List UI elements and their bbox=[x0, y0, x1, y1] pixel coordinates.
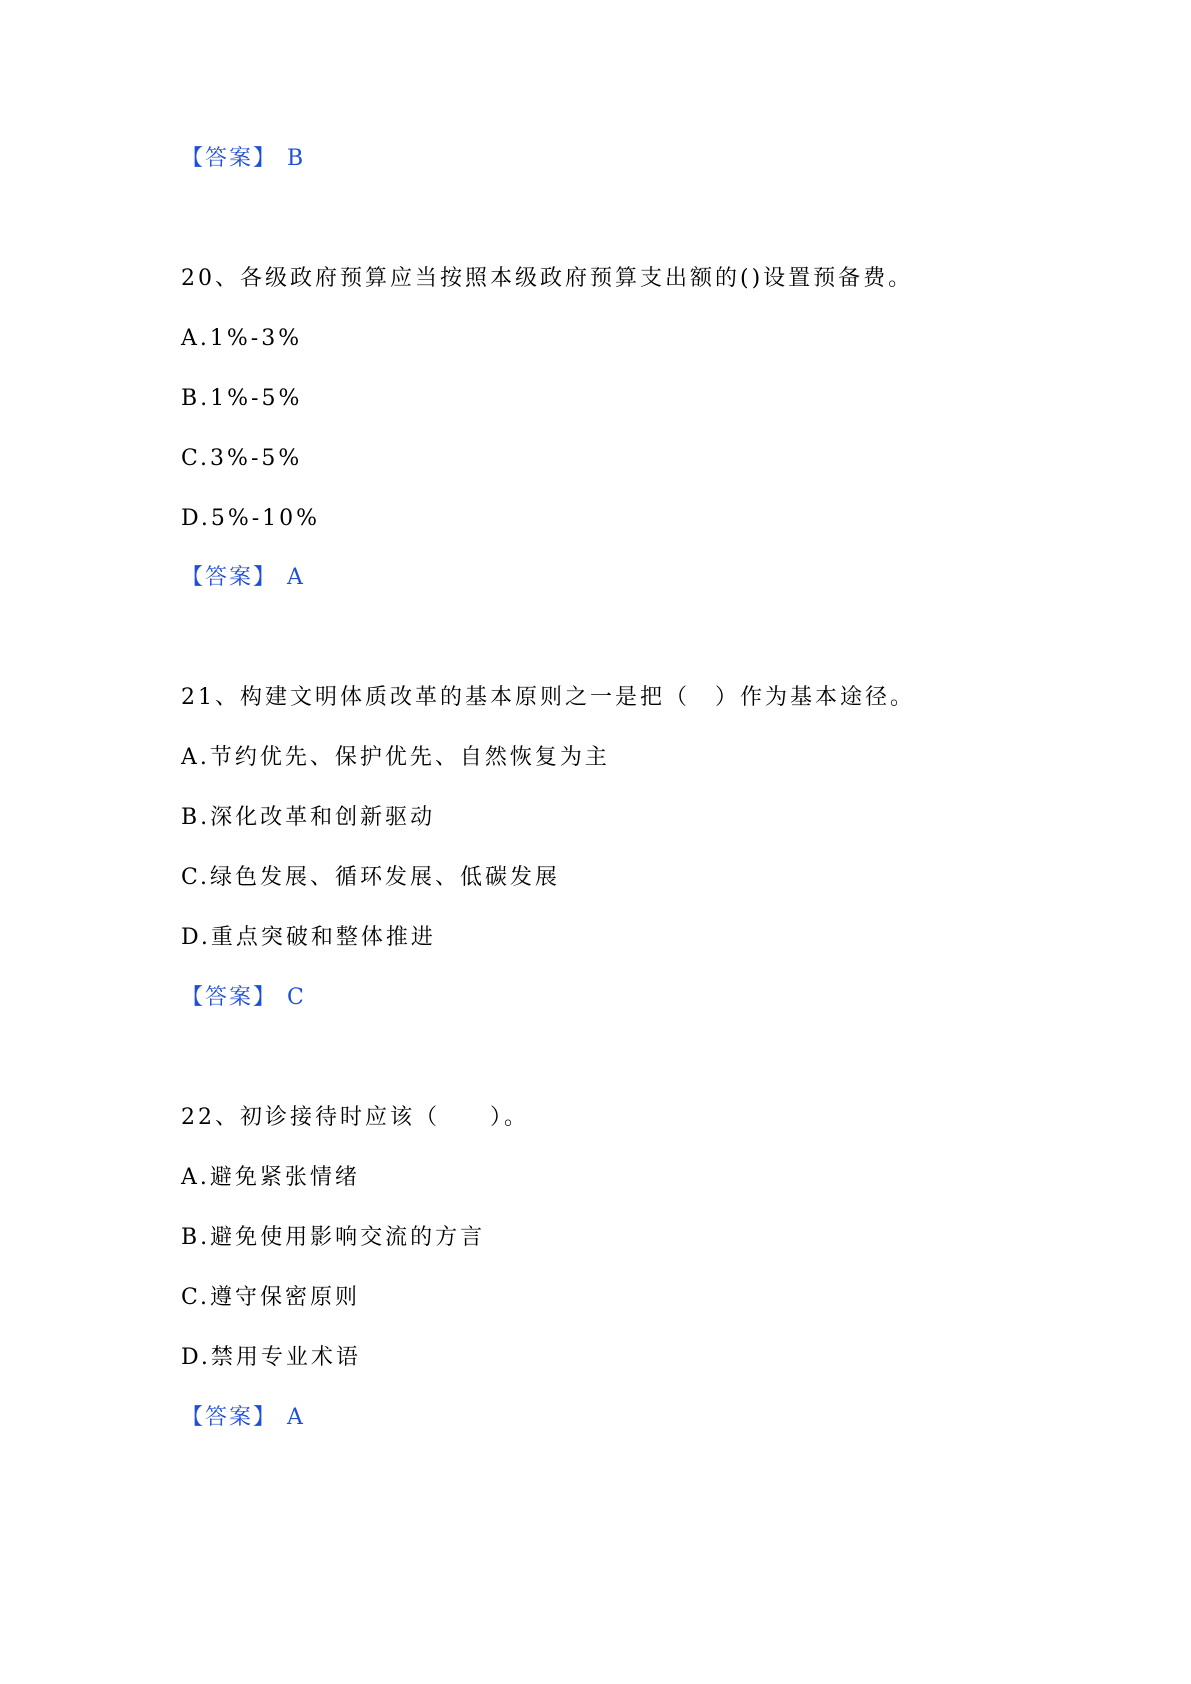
answer-label: 【答案】 bbox=[181, 146, 278, 171]
question-21-option-c: C.绿色发展、循环发展、低碳发展 bbox=[181, 865, 561, 890]
question-22-option-c: C.遵守保密原则 bbox=[181, 1285, 361, 1310]
question-21-option-d: D.重点突破和整体推进 bbox=[181, 925, 436, 950]
answer-value: C bbox=[287, 985, 306, 1010]
answer-line-20 bbox=[181, 563, 305, 593]
question-20-option-c: C.3%-5% bbox=[181, 446, 303, 471]
question-22-stem: 22、初诊接待时应该（ ）。 bbox=[181, 1105, 529, 1130]
question-22-option-a: A.避免紧张情绪 bbox=[181, 1165, 360, 1190]
answer-value: B bbox=[287, 146, 306, 171]
question-20-option-a: A.1%-3% bbox=[181, 326, 303, 351]
question-21-option-a: A.节约优先、保护优先、自然恢复为主 bbox=[181, 745, 610, 770]
answer-label: 【答案】 bbox=[181, 1405, 278, 1430]
answer-line-22 bbox=[181, 1403, 305, 1433]
question-20-option-b: B.1%-5% bbox=[181, 386, 303, 411]
answer-label: 【答案】 bbox=[181, 985, 278, 1010]
question-21-stem: 21、构建文明体质改革的基本原则之一是把（ ）作为基本途径。 bbox=[181, 685, 915, 710]
question-21-option-b: B.深化改革和创新驱动 bbox=[181, 805, 436, 830]
question-20-stem: 20、各级政府预算应当按照本级政府预算支出额的()设置预备费。 bbox=[181, 266, 914, 291]
answer-value: A bbox=[287, 1405, 305, 1430]
answer-value: A bbox=[287, 565, 305, 590]
question-20-option-d: D.5%-10% bbox=[181, 506, 321, 531]
question-22-option-d: D.禁用专业术语 bbox=[181, 1345, 361, 1370]
answer-line-19 bbox=[181, 144, 305, 174]
question-22-option-b: B.避免使用影响交流的方言 bbox=[181, 1225, 486, 1250]
answer-line-21 bbox=[181, 983, 306, 1013]
answer-label: 【答案】 bbox=[181, 565, 278, 590]
